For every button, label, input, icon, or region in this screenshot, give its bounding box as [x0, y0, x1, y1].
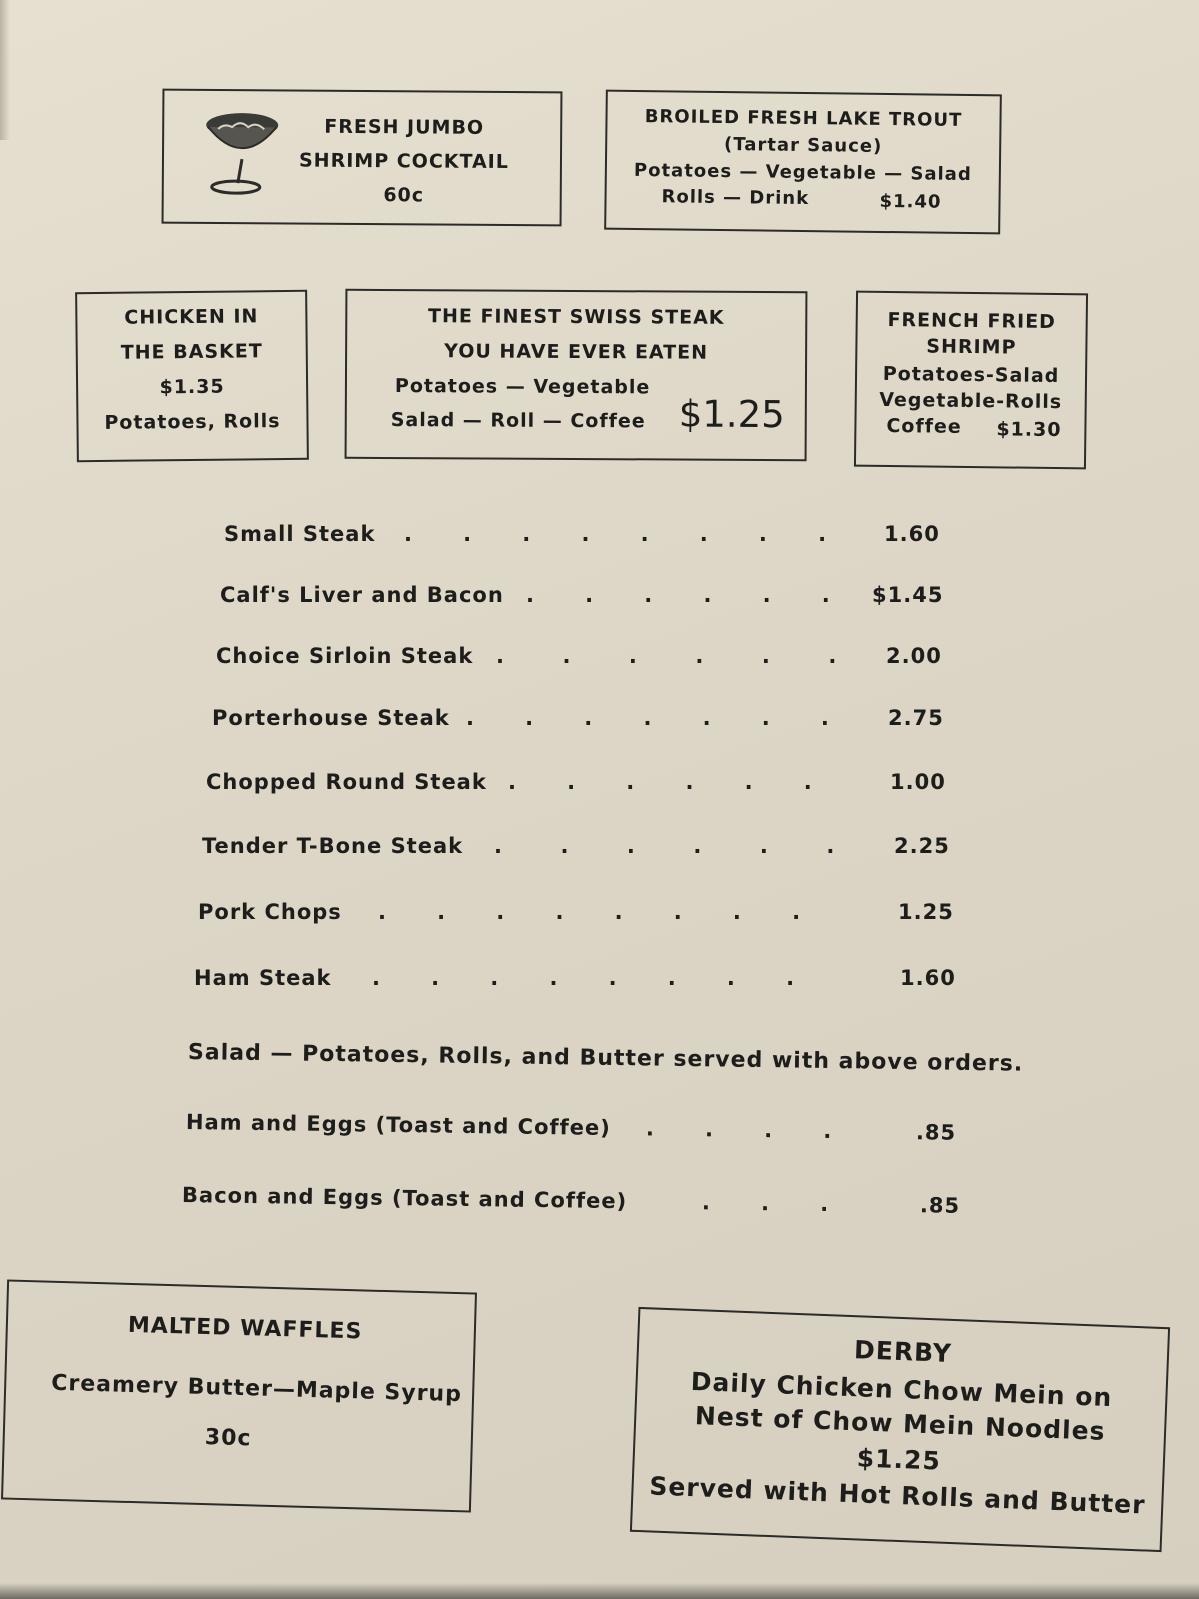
swiss-steak-box [345, 289, 808, 461]
page-bottom-shadow [0, 1583, 1199, 1599]
lake-trout-title: BROILED FRESH LAKE TROUT [644, 106, 963, 131]
menu-item-name: Choice Sirloin Steak [216, 644, 474, 668]
french-shrimp-line2: SHRIMP [926, 335, 1017, 359]
chicken-basket-line1: CHICKEN IN [124, 305, 259, 329]
french-shrimp-sides-2: Vegetable-Rolls [879, 388, 1063, 414]
lake-trout-sauce: (Tartar Sauce) [724, 134, 883, 157]
waffles-title: MALTED WAFFLES [127, 1312, 363, 1345]
menu-item-row [220, 583, 944, 607]
menu-item-name: Small Steak [224, 522, 376, 546]
lake-trout-sides-2: Rolls — Drink [661, 186, 810, 210]
breakfast-item-price: .85 [919, 1193, 961, 1218]
menu-item-price: 2.75 [888, 706, 944, 730]
leader-dots: . . . . . . . . [404, 522, 827, 546]
leader-dots: . . . . [645, 1116, 832, 1144]
swiss-steak-sides-2: Salad — Roll — Coffee [390, 409, 646, 433]
lake-trout-box [604, 90, 1002, 235]
leader-dots: . . . [701, 1190, 829, 1217]
derby-line2: Nest of Chow Mein Noodles [694, 1401, 1107, 1446]
leader-dots: . . . . . . [494, 834, 835, 858]
derby-title: DERBY [853, 1335, 953, 1368]
leader-dots: . . . . . . [496, 644, 837, 668]
menu-item-row [212, 706, 944, 730]
leader-dots: . . . . . . [526, 583, 830, 607]
breakfast-item-name: Ham and Eggs (Toast and Coffee) [185, 1110, 612, 1140]
french-shrimp-sides-3: Coffee [886, 414, 962, 438]
french-shrimp-sides: Potatoes-Salad [882, 362, 1060, 388]
swiss-steak-sides: Potatoes — Vegetable [394, 375, 651, 399]
shrimp-cocktail-line1: FRESH JUMBO [324, 115, 485, 139]
swiss-steak-line2: YOU HAVE EVER EATEN [444, 340, 709, 364]
swiss-steak-line1: THE FINEST SWISS STEAK [427, 305, 725, 329]
derby-box [630, 1307, 1170, 1552]
menu-item-name: Chopped Round Steak [206, 770, 487, 794]
menu-item-price: $1.45 [872, 583, 944, 607]
menu-item-name: Tender T-Bone Steak [202, 834, 464, 858]
french-shrimp-box [854, 291, 1088, 470]
breakfast-item-price: .85 [915, 1120, 957, 1145]
derby-line3: Served with Hot Rolls and Butter [648, 1471, 1147, 1520]
menu-item-name: Ham Steak [194, 966, 332, 990]
menu-item-row [202, 834, 950, 858]
leader-dots: . . . . . . . [466, 706, 829, 730]
chicken-basket-box [75, 290, 309, 462]
menu-item-price: 1.60 [884, 522, 940, 546]
shrimp-cocktail-line2: SHRIMP COCKTAIL [298, 149, 509, 174]
menu-item-price: 1.00 [890, 770, 946, 794]
menu-item-row [206, 770, 946, 794]
menu-item-name: Pork Chops [198, 900, 342, 924]
leader-dots: . . . . . . . . [372, 966, 795, 990]
menu-item-name: Porterhouse Steak [212, 706, 450, 730]
swiss-steak-price: $1.25 [678, 392, 785, 437]
menu-item-name: Calf's Liver and Bacon [220, 583, 504, 607]
menu-item-price: 1.60 [900, 966, 956, 990]
breakfast-item-row [186, 1110, 956, 1145]
waffles-desc: Creamery Butter—Maple Syrup [50, 1370, 463, 1408]
chicken-basket-line2: THE BASKET [120, 340, 263, 364]
cocktail-glass-icon [202, 109, 283, 198]
menu-item-row [198, 900, 954, 924]
menu-item-row [194, 966, 956, 990]
served-with-note: Salad — Potatoes, Rolls, and Butter served with above orders. [187, 1040, 1024, 1077]
french-shrimp-price: $1.30 [996, 418, 1062, 442]
menu-item-row [224, 522, 944, 546]
french-shrimp-line1: FRENCH FRIED [887, 308, 1057, 334]
waffles-price: 30c [204, 1425, 252, 1452]
leader-dots: . . . . . . [508, 770, 812, 794]
breakfast-item-name: Bacon and Eggs (Toast and Coffee) [181, 1183, 628, 1214]
menu-item-price: 1.25 [898, 900, 954, 924]
menu-item-price: 2.00 [886, 644, 942, 668]
chicken-basket-sides: Potatoes, Rolls [104, 410, 281, 434]
shrimp-cocktail-box [162, 89, 563, 227]
lake-trout-price: $1.40 [879, 190, 942, 213]
breakfast-item-row [182, 1183, 962, 1218]
malted-waffles-box [1, 1279, 477, 1512]
menu-item-price: 2.25 [894, 834, 950, 858]
derby-line1: Daily Chicken Chow Mein on [690, 1366, 1113, 1413]
chicken-basket-price: $1.35 [159, 375, 225, 399]
derby-price: $1.25 [856, 1443, 942, 1476]
page-edge-shadow [0, 0, 10, 140]
leader-dots: . . . . . . . . [378, 900, 801, 924]
lake-trout-sides: Potatoes — Vegetable — Salad [633, 159, 972, 186]
menu-item-row [216, 644, 942, 668]
shrimp-cocktail-price: 60c [383, 184, 425, 207]
